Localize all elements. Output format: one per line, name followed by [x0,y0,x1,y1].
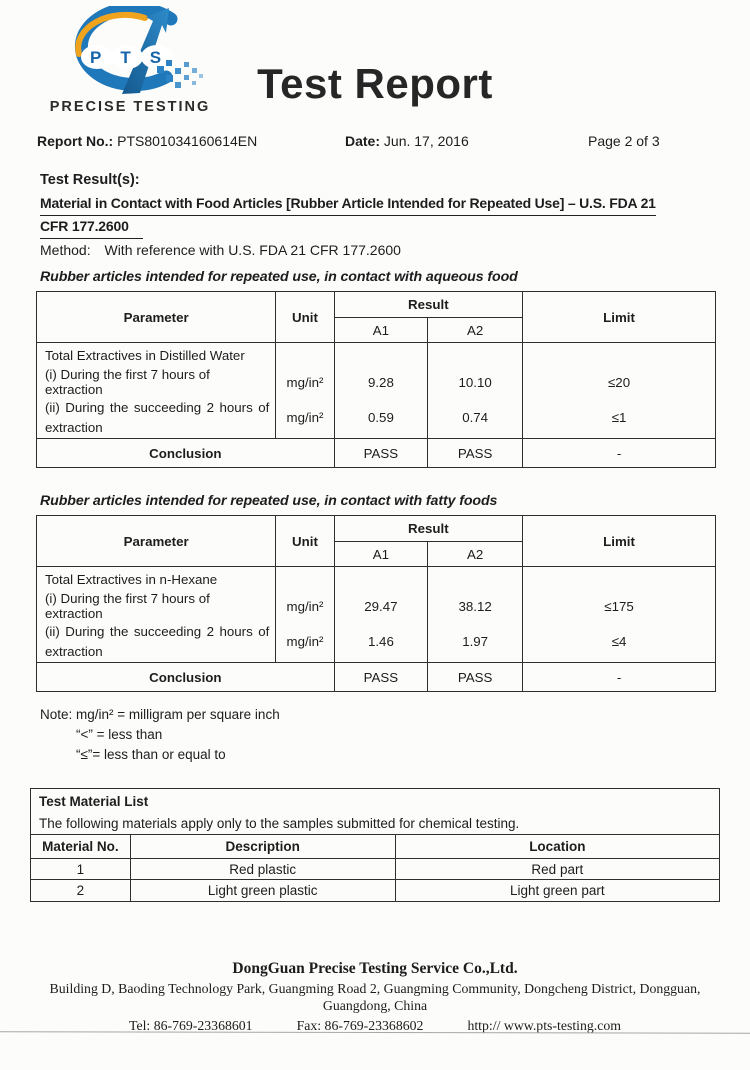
col-header-result: Result [335,516,523,542]
company-address-line1: Building D, Baoding Technology Park, Guangming Road 2, Guangming Community, Dongcheng District, Dongguan, [49,981,701,996]
parameter-group-label: Total Extractives in Distilled Water [37,343,276,367]
row-limit: ≤20 [608,374,631,390]
row-a2-value: 1.97 [428,621,523,663]
empty-cell [335,567,429,591]
row-parameter: (i) During the first 7 hours of extraction [37,367,276,397]
report-no [37,133,257,149]
empty-cell [276,343,334,367]
conclusion-a2: PASS [428,439,523,467]
method-line [40,242,750,262]
standard-title-line1: Material in Contact with Food Articles [Rubber Article Intended for Repeated Use] – U.S. FDA 21 [40,193,656,216]
conclusion-a2: PASS [428,663,523,691]
row-a2-value: 0.74 [428,397,523,439]
aqueous-food-table [36,291,716,468]
conclusion-label: Conclusion [37,439,335,467]
date-label: Date: [345,133,381,149]
report-no-value: PTS801034160614EN [117,133,258,149]
company-name: DongGuan Precise Testing Service Co.,Ltd. [232,960,518,977]
test-results-heading: Test Result(s): [40,172,140,188]
conclusion-a1: PASS [335,663,429,691]
row-parameter: (ii) During the succeeding 2 hours of extraction [37,397,276,439]
parameter-group-label: Total Extractives in n-Hexane [37,567,276,591]
note-lines [76,705,280,765]
test-material-list-table [30,788,720,902]
row-limit: ≤4 [523,621,715,663]
row-a1-value: 0.59 [335,397,429,439]
note-block [40,705,750,765]
row-a1-value: 29.47 [335,591,429,621]
empty-cell [428,567,523,591]
material-row-description: Red plastic [131,859,396,880]
report-meta-row [0,133,750,153]
company-address-line2: Guangdong, China [322,998,428,1013]
material-row-location: Red part [396,859,719,880]
row-parameter: (ii) During the succeeding 2 hours of extraction [37,621,276,663]
material-list-title: Test Material List [39,793,149,809]
empty-cell [335,343,429,367]
page-title: Test Report [257,60,493,107]
row-parameter: (i) During the first 7 hours of extraction [37,591,276,621]
row-a1-value: 9.28 [335,367,429,397]
fatty-table-caption: Rubber articles intended for repeated use, in contact with fatty foods [40,493,498,509]
note-line-2: “<” = less than [76,727,163,742]
conclusion-a1: PASS [335,439,429,467]
report-date [345,133,469,149]
col-header-a1: A1 [335,318,429,343]
row-unit: mg/in² [276,621,334,663]
col-header-unit: Unit [276,292,334,343]
material-row-location: Light green part [510,883,605,898]
row-a2-value: 38.12 [428,591,523,621]
date-value: Jun. 17, 2016 [383,133,469,149]
col-header-a2: A2 [428,318,523,343]
row-limit: ≤175 [604,598,634,614]
col-header-unit: Unit [276,516,334,567]
material-row-no: 1 [31,859,131,880]
col-header-description: Description [131,835,396,859]
note-line-3: “≤”= less than or equal to [76,747,226,762]
logo-acronym: PTS [90,48,181,67]
fatty-foods-table [36,515,716,692]
col-header-limit: Limit [523,292,715,343]
row-a2-value: 10.10 [428,367,523,397]
standard-title-line2: CFR 177.2600 [40,216,143,239]
standard-title [40,193,750,239]
aqueous-table-caption: Rubber articles intended for repeated use, in contact with aqueous food [40,269,518,285]
method-label: Method: [40,242,91,258]
row-unit: mg/in² [276,397,334,439]
row-a1-value: 1.46 [335,621,429,663]
note-label: Note: [40,707,73,722]
row-unit: mg/in² [276,367,334,397]
row-unit: mg/in² [276,591,334,621]
note-line-1: mg/in² = milligram per square inch [76,707,280,722]
empty-cell [428,343,523,367]
page-indicator: Page 2 of 3 [588,133,660,149]
empty-cell [523,567,715,591]
col-header-parameter: Parameter [37,292,276,343]
material-row-description: Light green plastic [131,880,396,901]
col-header-a1: A1 [335,542,429,567]
report-no-label: Report No.: [37,133,114,149]
col-header-material-no: Material No. [31,835,131,859]
conclusion-limit: - [616,669,622,685]
report-footer [0,960,750,1034]
website-text: http:// www.pts-testing.com [467,1018,621,1033]
empty-cell [523,343,715,367]
col-header-a2: A2 [428,542,523,567]
conclusion-limit: - [616,445,622,461]
tel-text: Tel: 86-769-23368601 [129,1018,253,1033]
logo-caption: PRECISE TESTING [49,99,211,115]
empty-cell [276,567,334,591]
method-value: With reference with U.S. FDA 21 CFR 177.2600 [104,242,401,258]
col-header-limit: Limit [523,516,715,567]
col-header-parameter: Parameter [37,516,276,567]
material-list-subtitle: The following materials apply only to the samples submitted for chemical testing. [31,813,719,835]
material-row-no: 2 [31,880,131,901]
conclusion-label: Conclusion [37,663,335,691]
fax-text: Fax: 86-769-23368602 [296,1018,424,1033]
col-header-location: Location [396,835,719,859]
col-header-result: Result [335,292,523,318]
report-header [0,0,750,125]
row-limit: ≤1 [523,397,715,439]
